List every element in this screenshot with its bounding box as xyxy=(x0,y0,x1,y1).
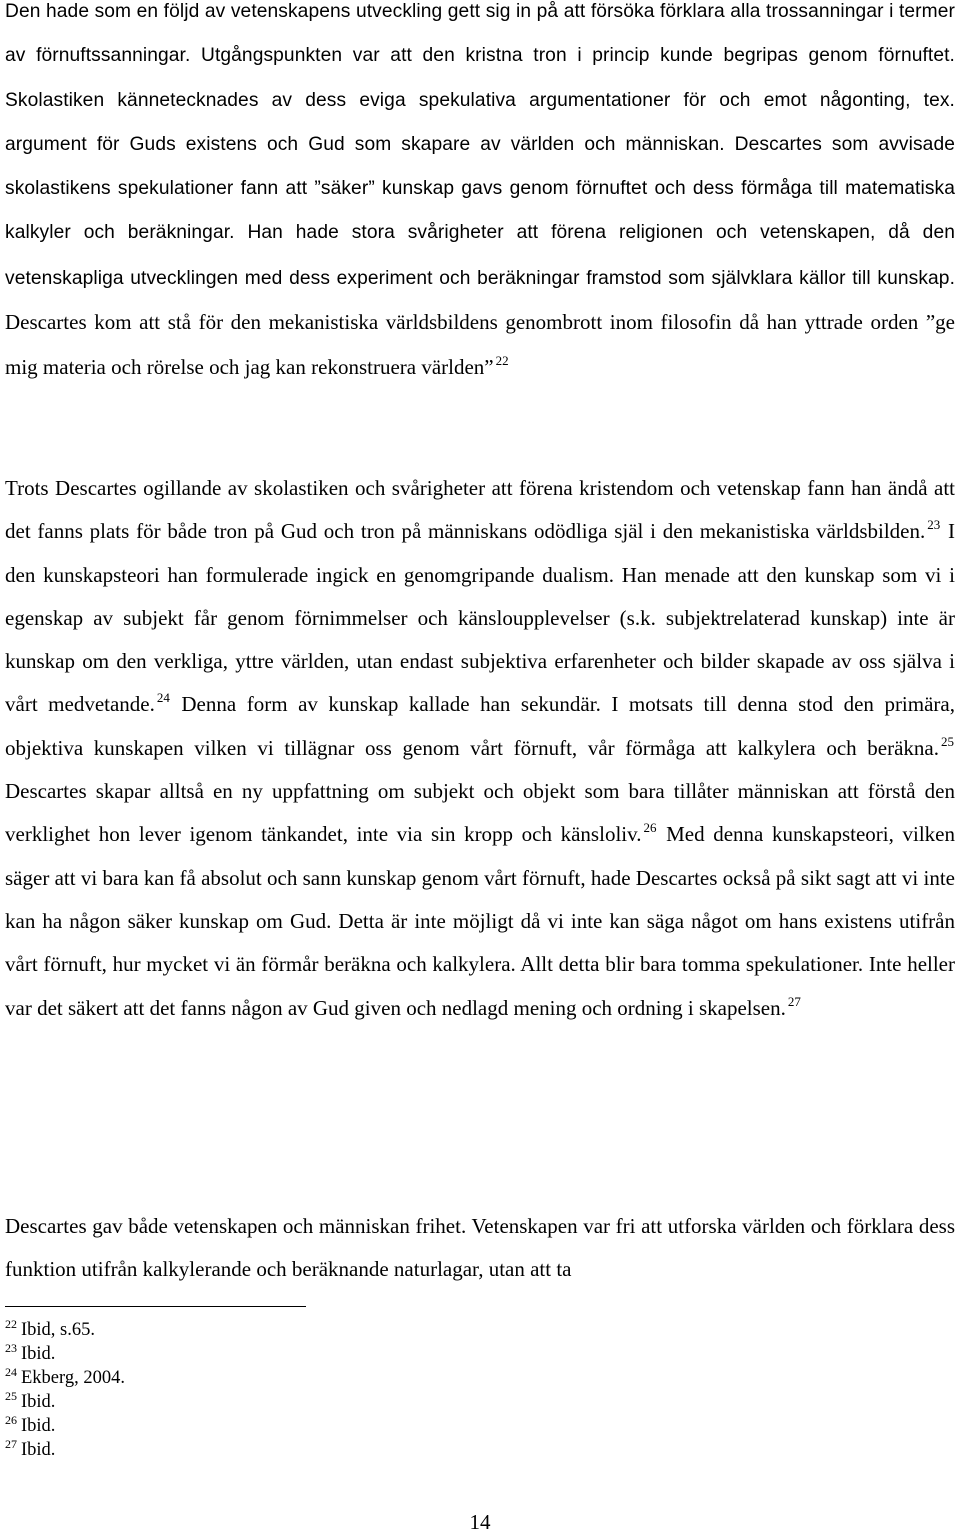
paragraph-text: Descartes kom att stå för den mekanistiska världsbildens genombrott inom filosofin då han yttrade orden ”ge mig materia och rörelse och jag kan rekonstruera världen” xyxy=(5,310,955,380)
footnote-number: 26 xyxy=(5,1413,17,1427)
footnote-number: 23 xyxy=(5,1341,17,1355)
footnote-text: Ibid. xyxy=(21,1440,56,1460)
footnote-number: 27 xyxy=(5,1437,17,1451)
footnote-reference[interactable]: 23 xyxy=(927,517,941,533)
footnote-reference[interactable]: 25 xyxy=(941,733,954,749)
paragraph-text: Trots Descartes ogillande av skolastiken och svårigheter att förena kristendom och vetenskap fann han ändå att det fanns plats för både tron på Gud och tron på människans odödliga själ i den mekanistiska världsbilden. xyxy=(5,476,955,544)
footnote xyxy=(5,1414,125,1438)
paragraph-text: Descartes gav både vetenskapen och människan frihet. Vetenskapen var fri att utforska världen och förklara dess funktion utifrån kalkylerande och beräknande naturlagar, utan att ta xyxy=(5,1214,955,1282)
footnote-reference[interactable]: 22 xyxy=(495,353,509,369)
footnote-text: Ibid. xyxy=(21,1416,56,1436)
footnote-reference[interactable]: 24 xyxy=(156,690,170,706)
footnote-text: Ibid, s.65. xyxy=(21,1320,95,1340)
footnote-text: Ekberg, 2004. xyxy=(21,1368,125,1388)
footnote-text: Ibid. xyxy=(21,1344,56,1364)
footnote xyxy=(5,1342,125,1366)
footnote xyxy=(5,1366,125,1390)
body-paragraph xyxy=(5,0,955,392)
footnotes-list xyxy=(5,1318,125,1462)
body-paragraph xyxy=(5,1205,955,1292)
paragraph-text: Denna form av kunskap kallade han sekundär. I motsats till denna stod den primära, objektiva kunskapen vilken vi tillägnar oss genom vårt förnuft, vår förmåga att kalkylera och beräkna. xyxy=(5,692,955,760)
footnote-number: 22 xyxy=(5,1317,17,1331)
footnote-reference[interactable]: 26 xyxy=(643,820,657,836)
paragraph-text: Den hade som en följd av vetenskapens utveckling gett sig in på att försöka förklara alla trossanningar i termer av förnuftssanningar. Utgångspunkten var att den kristna tron i princip kunde begripas genom förnuftet. Skolastiken kännetecknades av dess eviga spekulativa argumentationer för och emot någonting, tex. argument för Guds existens och Gud som skapare av världen och människan. Descartes som avvisade skolastikens spekulationer fann att ”säker” kunskap gavs genom förnuftet och dess förmåga till matematiska kalkyler och beräkningar. Han hade stora svårigheter att förena religionen och vetenskapen, då den vetenskapliga utvecklingen med dess experiment och beräkningar framstod som självklara källor till kunskap. xyxy=(5,1,955,289)
body-paragraph xyxy=(5,467,955,1030)
footnote-number: 24 xyxy=(5,1365,17,1379)
footnote-separator xyxy=(5,1306,306,1307)
footnote xyxy=(5,1318,125,1342)
paragraph-text: I den kunskapsteori han formulerade ingick en genomgripande dualism. Han menade att den kunskap som vi i egenskap av subjekt får genom förnimmelser och känsloupplevelser (s.k. subjektrelaterad kunskap) inte är kunskap om den verkliga, yttre världen, utan endast subjektiva erfarenheter och bilder skapade av oss själva i vårt medvetande. xyxy=(5,519,955,717)
footnote-number: 25 xyxy=(5,1389,17,1403)
paragraph-text: Med denna kunskapsteori, vilken säger att vi bara kan få absolut och sann kunskap genom vårt förnuft, hade Descartes också på sikt sagt att vi inte kan ha någon säker kunskap om Gud. Detta är inte möjligt då vi inte kan säga något om hans existens utifrån vårt förnuft, hur mycket vi än förmår beräkna och kalkylera. Allt detta blir bara tomma spekulationer. Inte heller var det säkert att det fanns någon av Gud given och nedlagd mening och ordning i skapelsen. xyxy=(5,822,955,1020)
paragraph-text: Descartes skapar alltså en ny uppfattning om subjekt och objekt som bara tillåter människan att förstå den verklighet hon lever igenom tänkandet, inte via sin kropp och känsloliv. xyxy=(5,779,955,847)
footnote xyxy=(5,1438,125,1462)
page-number: 14 xyxy=(469,1510,491,1534)
footnote xyxy=(5,1390,125,1414)
footnote-text: Ibid. xyxy=(21,1392,56,1412)
footnote-reference[interactable]: 27 xyxy=(787,993,801,1009)
